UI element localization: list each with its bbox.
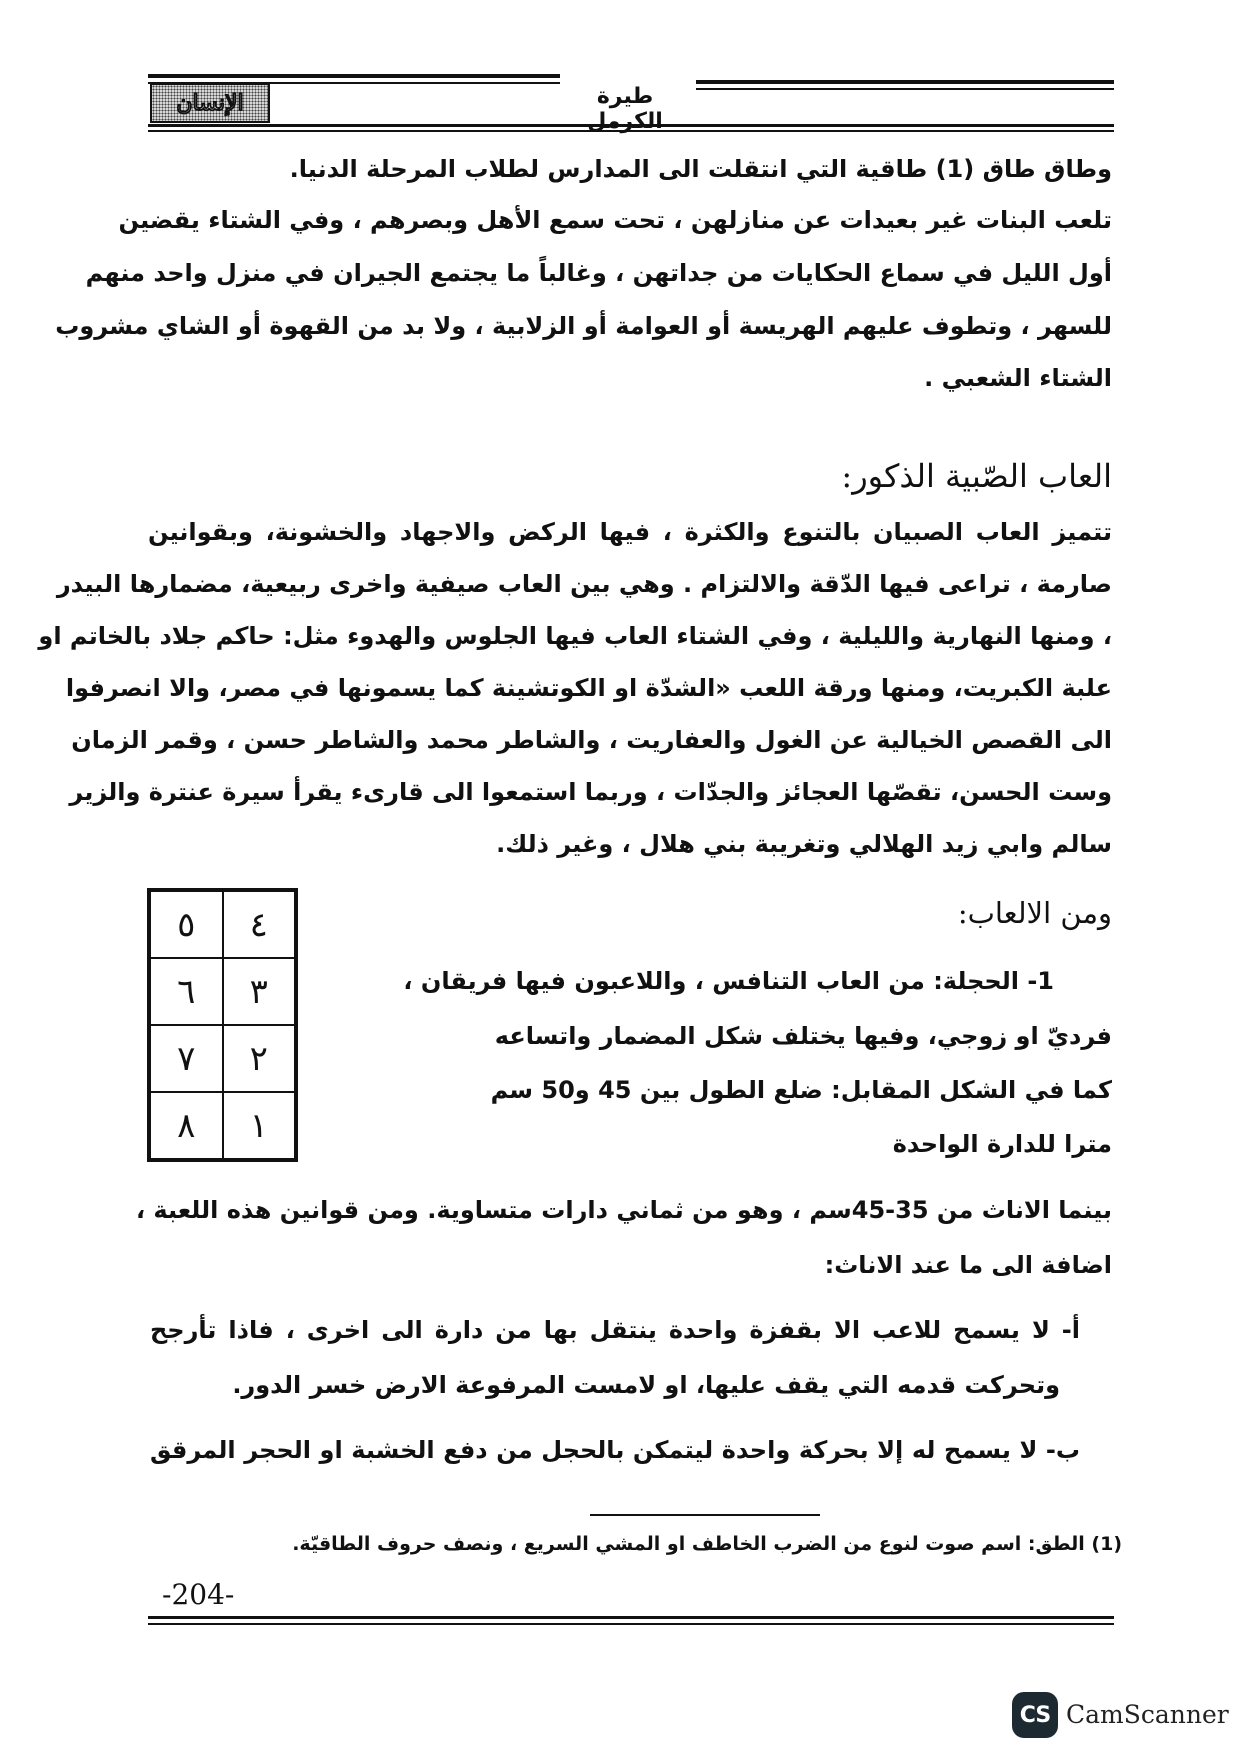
hopscotch-text-line: مترا للدارة الواحدة	[892, 1130, 1112, 1158]
hopscotch-cell: ٣	[223, 958, 296, 1025]
chapter-label-box	[150, 83, 270, 123]
paragraph-line: اضافة الى ما عند الاناث:	[824, 1251, 1112, 1279]
hopscotch-cell: ٧	[150, 1025, 223, 1092]
hopscotch-text-line: فرديّ او زوجي، وفيها يختلف شكل المضمار واتساعه	[494, 1022, 1112, 1050]
hopscotch-cell: ٥	[150, 891, 223, 958]
header-rule-right-mid	[696, 88, 1114, 90]
hopscotch-cell: ١	[223, 1092, 296, 1159]
hopscotch-cell: ٢	[223, 1025, 296, 1092]
rule-item-continuation: وتحركت قدمه التي يقف عليها، او لامست المرفوعة الارض خسر الدور.	[232, 1371, 1060, 1399]
hopscotch-cell: ٤	[223, 891, 296, 958]
paragraph-line: تتميز العاب الصبيان بالتنوع والكثرة ، فيها الركض والاجهاد والخشونة، وبقوانين	[148, 518, 1112, 546]
hopscotch-cell: ٨	[150, 1092, 223, 1159]
hopscotch-text-line: كما في الشكل المقابل: ضلع الطول بين 45 و50 سم	[490, 1076, 1112, 1104]
rule-item: ب- لا يسمح له إلا بحركة واحدة ليتمكن بالحجل من دفع الخشبة او الحجر المرقق	[150, 1436, 1080, 1464]
paragraph-line: صارمة ، تراعى فيها الدّقة والالتزام . وهي بين العاب صيفية واخرى ربيعية، مضمارها البيدر	[56, 570, 1112, 598]
paragraph-line: للسهر ، وتطوف عليهم الهريسة أو العوامة أو الزلابية ، ولا بد من القهوة أو الشاي مشروب	[55, 312, 1112, 340]
header-rule-left-top	[148, 74, 560, 78]
paragraph-line: تلعب البنات غير بعيدات عن منازلهن ، تحت سمع الأهل وبصرهم ، وفي الشتاء يقضين	[118, 206, 1112, 234]
rule-item: أ- لا يسمح للاعب الا بقفزة واحدة ينتقل بها من دارة الى اخرى ، فاذا تأرجح	[150, 1316, 1080, 1344]
paragraph-line: بينما الاناث من 35-45سم ، وهو من ثماني دارات متساوية. ومن قوانين هذه اللعبة ،	[135, 1196, 1112, 1224]
paragraph-line: أول الليل في سماع الحكايات من جداتهن ، وغالباً ما يجتمع الجيران في منزل واحد منهم	[85, 259, 1112, 287]
hopscotch-diagram	[147, 888, 298, 1162]
section-heading-games: ومن الالعاب:	[957, 896, 1112, 930]
paragraph-line: الشتاء الشعبي .	[924, 364, 1112, 392]
footnote: (1) الطق: اسم صوت لنوع من الضرب الخاطف او المشي السريع ، ونصف حروف الطاقيّة.	[292, 1533, 1122, 1555]
camscanner-logo-icon: CS	[1012, 1692, 1058, 1738]
footer-rule-thin	[148, 1623, 1114, 1625]
camscanner-watermark-text: CamScanner	[1066, 1700, 1229, 1729]
hopscotch-cell: ٦	[150, 958, 223, 1025]
footer-rule-thick	[148, 1616, 1114, 1619]
footnote-separator	[590, 1514, 820, 1516]
paragraph-line: وطاق طاق (1) طاقية التي انتقلت الى المدارس لطلاب المرحلة الدنيا.	[289, 155, 1112, 183]
paragraph-line: علبة الكبريت، ومنها ورقة اللعب «الشدّة او الكوتشينة كما يسمونها في مصر، والا انصرفوا	[65, 674, 1112, 702]
paragraph-line: وست الحسن، تقصّها العجائز والجدّات ، وربما استمعوا الى قارىء يقرأ سيرة عنترة والزير	[69, 778, 1112, 806]
section-heading-boys-games: العاب الصّبية الذكور:	[841, 457, 1112, 495]
paragraph-line: سالم وابي زيد الهلالي وتغريبة بني هلال ، وغير ذلك.	[496, 830, 1112, 858]
paragraph-line: الى القصص الخيالية عن الغول والعفاريت ، والشاطر محمد والشاطر حسن ، وقمر الزمان	[71, 726, 1112, 754]
paragraph-line: ، ومنها النهارية والليلية ، وفي الشتاء العاب فيها الجلوس والهدوء مثل: حاكم جلاد بالخاتم او	[38, 622, 1112, 650]
header-rule-right-top	[696, 80, 1114, 84]
book-title: طيرة الكرمل	[587, 84, 663, 134]
hopscotch-text-line: 1- الحجلة: من العاب التنافس ، واللاعبون فيها فريقان ،	[403, 967, 1054, 995]
chapter-label: الإنسان	[176, 90, 244, 116]
page-number: -204-	[162, 1578, 235, 1611]
